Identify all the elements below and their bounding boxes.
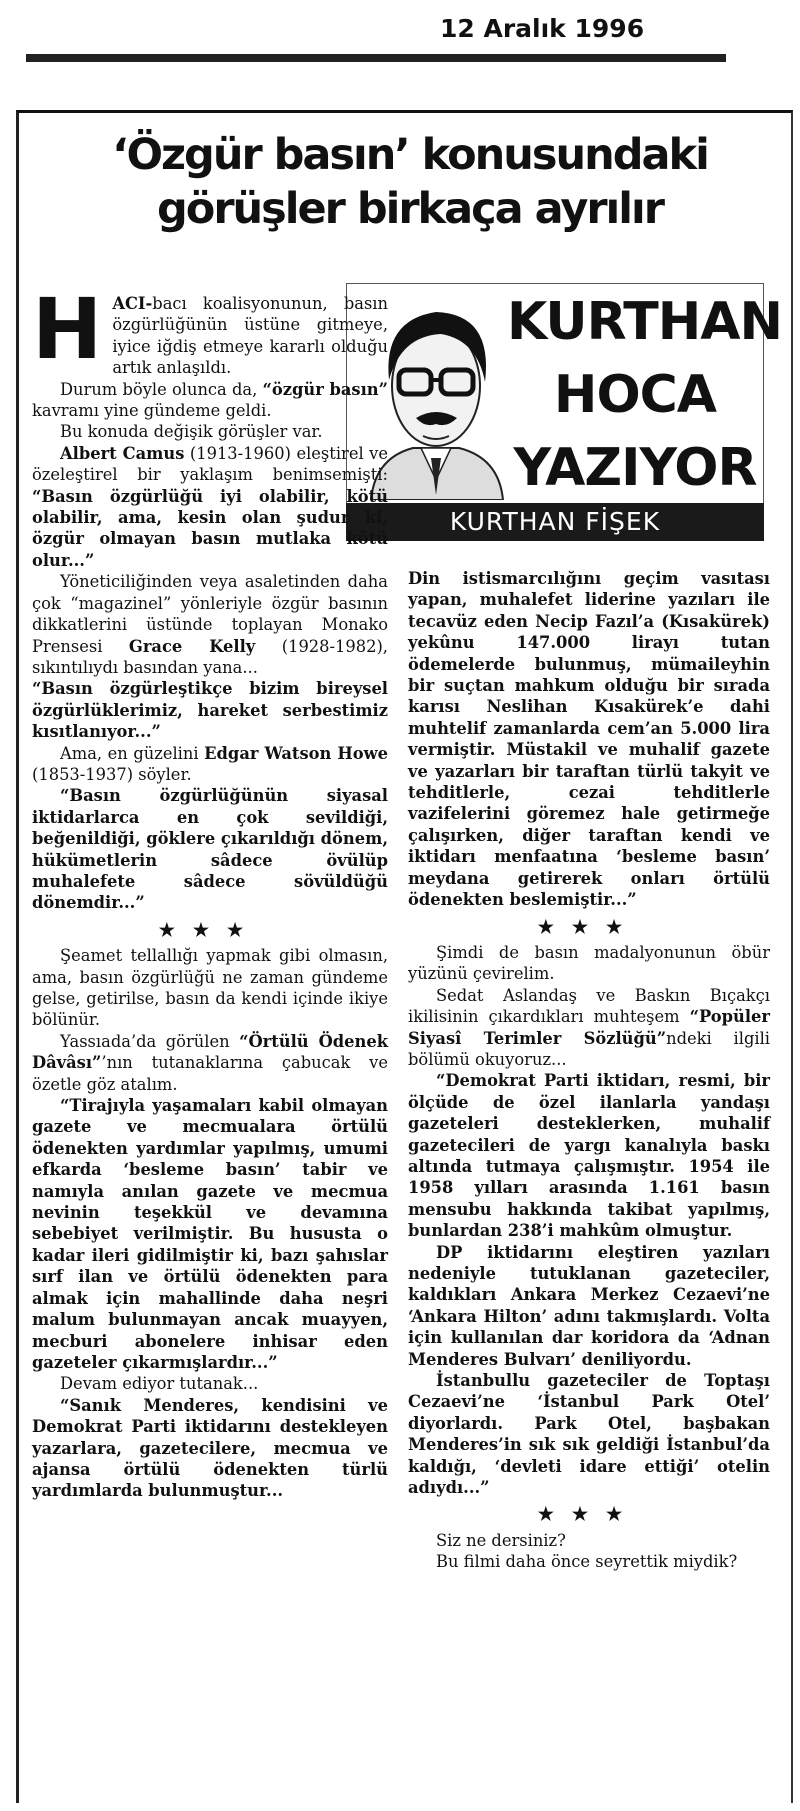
section-separator: ★★★ (537, 916, 641, 938)
issue-date: 12 Aralık 1996 (440, 14, 645, 43)
text-span: bacı koalisyonunun, basın özgürlüğünün üstüne gitmeye, iyice iğdiş etmeye kararlı olduğu artık anlaşıldı. (112, 294, 388, 378)
paragraph: İstanbullu gazeteciler de Toptaşı Cezaevi’ne ‘İstanbul Park Otel’ diyorlardı. Park Otel, başbakan Menderes’in sık sık geldiği İstanbul’da kaldığı, ‘devleti idare ettiği’ otelin adıydı...” (408, 1371, 770, 1498)
text-span: (1853-1937) söyler. (32, 764, 192, 784)
author-byline: KURTHAN FİŞEK (346, 503, 764, 541)
paragraph: Şimdi de basın madalyonunun öbür yüzünü çevirelim. (408, 942, 770, 984)
text-column-left (32, 280, 389, 1502)
paragraph (32, 743, 388, 786)
paragraph: Din istismarcılığını geçim vasıtası yapan, muhalefet liderine yazıları ile tecavüz eden Necip Fazıl’a (Kısakürek) yekûnu 147.000 lirayı tutan ödemelerde bulunmuş, mümaileyhin bir suçtan mahkum olduğu bir sırada karısı Neslihan Kısakürek’e dahi muhtelif zamanlarda cem’an 5.000 lira vermiştir. Müstakil ve muhalif gazete ve yazarları bir taraftan türlü takyit ve tehditlerle, cezai tehditlerle vazifelerini göremez hale getirmeğe çalışırken, diğer taraftan kendi ve iktidarı menfaatına ‘besleme basın’ meydana getirerek onları örtülü ödenekten beslemiştir...” (408, 569, 770, 910)
paragraph: “Basın özgürlüğünün siyasal iktidarlarca en çok sevildiği, beğenildiği, göklere çıkarıldığı dönem, hükümetlerin sâdece övülüp muhalefete sâdece sövüldüğü dönemdir...” (32, 786, 388, 913)
column-title (507, 286, 783, 505)
paragraph: Devam ediyor tutanak... (60, 1374, 259, 1394)
text-span: ACI- (112, 294, 153, 313)
text-span: Sedat Aslandaş ve Baskın Bıçakçı ikilisinin çıkardıkları muhteşem (408, 985, 770, 1027)
column-header-top (346, 283, 783, 505)
text-span: (1928-1982), sıkıntılıydı basından yana... (32, 636, 388, 677)
text-span: Grace Kelly (128, 636, 256, 656)
text-span: “özgür basın” (262, 379, 388, 399)
paragraph: Siz ne dersiniz? (436, 1530, 566, 1550)
paragraph (408, 985, 770, 1071)
paragraph: DP iktidarını eleştiren yazıları nedeniyle tutuklanan gazeteciler, kaldıkları Ankara Merkez Cezaevi’ne ‘Ankara Hilton’ adını takmışlardı. Volta için kullanılan dar koridora da ‘Adnan Menderes Bulvarı’ deniliyordu. (408, 1242, 770, 1369)
text-span: (1913-1960) eleştirel ve özeleştirel bir yaklaşım benimsemişti: (32, 443, 388, 485)
text-span: Yassıada’da görülen (60, 1031, 240, 1051)
column-title-line2: HOCA (553, 365, 717, 425)
paragraph (32, 379, 388, 422)
paragraph: “Sanık Menderes, kendisini ve Demokrat Parti iktidarını destekleyen yazarlara, gazetecilere, mecmua ve ajansa örtülü ödenekten türlü yardımlarda bulunmuştur... (32, 1395, 388, 1501)
text-span: Edgar Watson Howe (204, 743, 388, 763)
paragraph: “Tirajıyla yaşamaları kabil olmayan gazete ve mecmualara örtülü ödenekten yardımlar yapılmış, umumi efkarda ‘besleme basın’ tabir ve namıyla anılan gazete ve mecmua nevinin teşekkül ve devamına sebebiyet verilmiştir. Bu hususta o kadar ileri gidilmiştir ki, bazı şahıslar sırf ilan ve örtülü ödenekten para almak için mahallinde daha neşri malum bulunmayan ancak muayyen, mecburi abonelere inhisar eden gazeteler çıkarmışlardır...” (32, 1096, 388, 1372)
text-column-right (408, 568, 770, 1573)
paragraph (32, 571, 388, 678)
paragraph: Bu konuda değişik görüşler var. (60, 422, 323, 442)
top-rule (26, 54, 726, 62)
text-span: Albert Camus (60, 443, 185, 463)
article-headline: ‘Özgür basın’ konusundaki görüşler birkaça ayrılır (112, 130, 708, 234)
text-span: ndeki ilgili bölümü okuyoruz... (408, 1028, 770, 1069)
text-span: Yöneticiliğinden veya asaletinden daha çok “magazinel” yönleriyle özgür basının dikkatlerini üstünde toplayan Monako Prensesi (32, 572, 388, 656)
section-separator: ★★★ (158, 919, 262, 941)
column-title-line3: YAZIYOR (513, 438, 757, 498)
paragraph (32, 280, 388, 379)
text-span: “Örtülü Ödenek Dâvâsı” (32, 1031, 389, 1073)
drop-cap: H (32, 280, 103, 378)
paragraph (32, 443, 388, 571)
section-separator: ★★★ (537, 1504, 641, 1526)
text-span: kavramı yine gündeme geldi. (32, 401, 272, 421)
text-span: Ama, en güzelini (60, 743, 205, 763)
text-span: “Basın özgürlüğü iyi olabilir, kötü olabilir, ama, kesin olan şudur ki, özgür olmayan basın mutlaka kötü olur...” (32, 486, 388, 570)
paragraph (32, 1031, 388, 1095)
paragraph: Bu filmi daha önce seyrettik miydik? (436, 1552, 738, 1572)
text-span: “Popüler Siyasî Terimler Sözlüğü” (408, 1007, 770, 1048)
column-title-line1: KURTHAN (507, 292, 783, 352)
text-span: Durum böyle olunca da, (60, 379, 263, 399)
paragraph: Şeamet tellallığı yapmak gibi olmasın, ama, basın özgürlüğü ne zaman gündeme gelse, getirilse, basın da kendi içinde ikiye bölünür. (32, 946, 388, 1030)
text-span: ’nın tutanaklarına çabucak ve özetle göz atalım. (32, 1053, 388, 1094)
paragraph: “Basın özgürleştikçe bizim bireysel özgürlüklerimiz, hareket serbestimiz kısıtlanıyor...” (32, 679, 388, 742)
paragraph: “Demokrat Parti iktidarı, resmi, bir ölçüde de özel ilanlarla yandaşı gazeteleri desteklerken, muhalif gazetecileri de yargı kanalıyla baskı altında tutmaya çalışmıştır. 1954 ile 1958 yılları arasında 1.161 basın mensubu hakkında takibat yapılmış, bunlardan 238’i mahkûm olmuştur. (408, 1071, 770, 1241)
column-header-box (346, 283, 783, 543)
